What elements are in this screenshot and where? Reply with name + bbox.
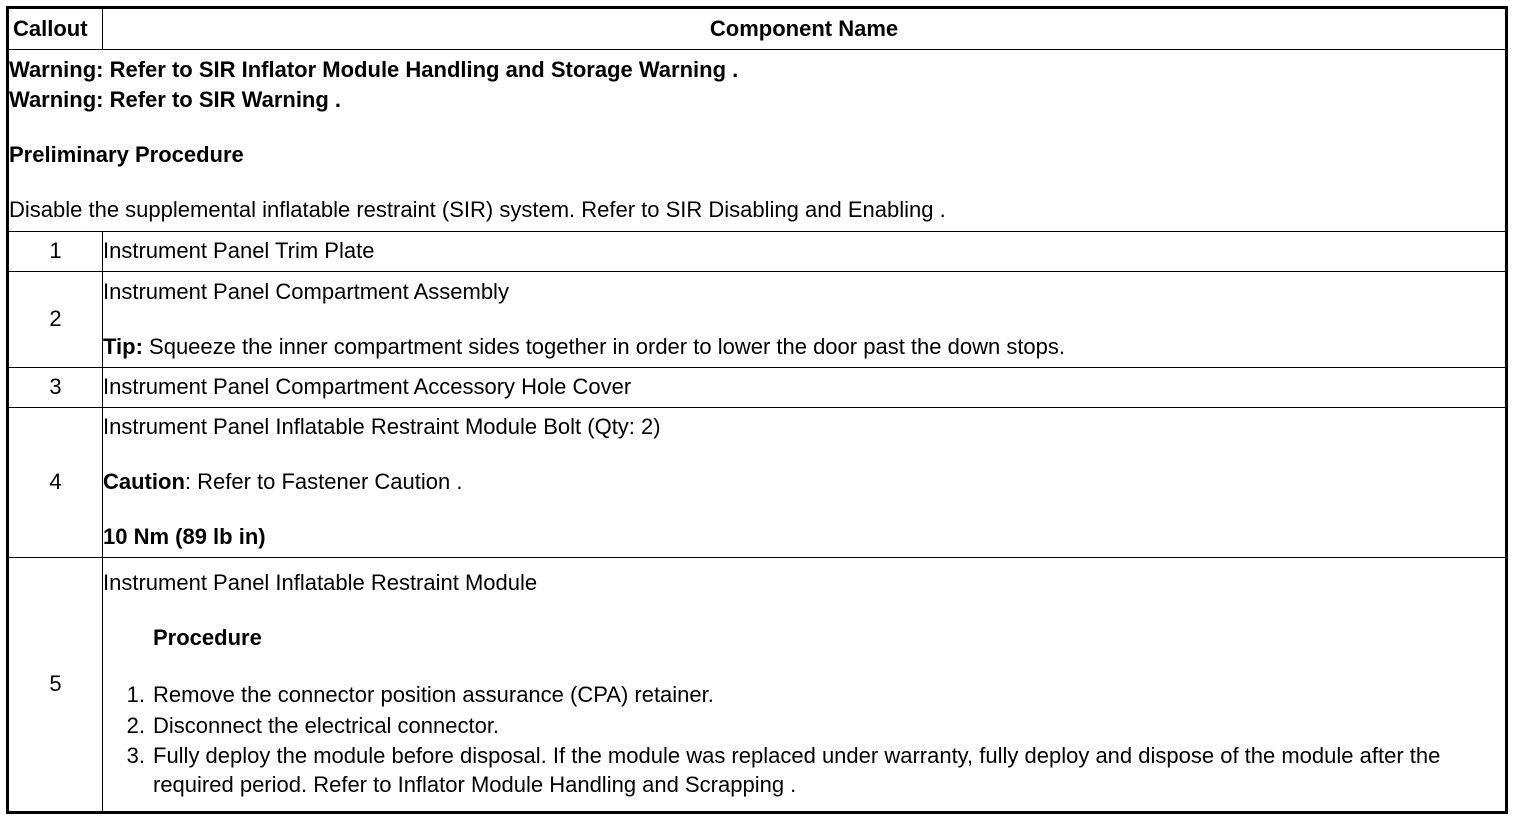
component-cell bbox=[103, 271, 1507, 367]
list-item bbox=[103, 679, 1505, 710]
tip-note bbox=[103, 333, 1505, 361]
step-text: Disconnect the electrical connector. bbox=[153, 713, 500, 739]
table-row bbox=[8, 231, 1507, 271]
procedure-steps bbox=[103, 679, 1505, 799]
preliminary-procedure-title: Preliminary Procedure bbox=[9, 142, 244, 168]
component-name-column-header: Component Name bbox=[103, 8, 1507, 50]
intro-cell bbox=[8, 50, 1507, 232]
caution-note bbox=[103, 468, 1505, 496]
callout-number: 3 bbox=[8, 367, 103, 407]
tip-label: Tip: bbox=[103, 333, 143, 359]
list-item bbox=[103, 710, 1505, 741]
component-name: Instrument Panel Compartment Assembly bbox=[103, 278, 509, 304]
table-row bbox=[8, 407, 1507, 557]
callout-number: 5 bbox=[8, 557, 103, 812]
callout-number: 2 bbox=[8, 271, 103, 367]
table-row bbox=[8, 271, 1507, 367]
component-cell bbox=[103, 407, 1507, 557]
procedure-title: Procedure bbox=[153, 625, 262, 651]
component-cell bbox=[103, 557, 1507, 812]
callout-column-header: Callout bbox=[8, 8, 103, 50]
warning-sir: Warning: Refer to SIR Warning . bbox=[9, 87, 342, 113]
table-row bbox=[8, 557, 1507, 812]
component-name: Instrument Panel Inflatable Restraint Module Bolt (Qty: 2) bbox=[103, 414, 661, 440]
component-name: Instrument Panel Compartment Accessory Hole Cover bbox=[103, 367, 1507, 407]
component-name: Instrument Panel Inflatable Restraint Module bbox=[103, 570, 538, 596]
step-text: Remove the connector position assurance (CPA) retainer. bbox=[153, 682, 714, 708]
torque-spec: 10 Nm (89 lb in) bbox=[103, 524, 266, 550]
intro-row bbox=[8, 50, 1507, 232]
step-text: Fully deploy the module before disposal. If the module was replaced under warranty, fully deploy and dispose of the module after the required period. Refer to Inflator Module Handling and Scrapping . bbox=[153, 743, 1441, 798]
component-table bbox=[6, 6, 1508, 814]
callout-number: 4 bbox=[8, 407, 103, 557]
tip-text: Squeeze the inner compartment sides together in order to lower the door past the down stops. bbox=[142, 333, 1066, 359]
header-row bbox=[8, 8, 1507, 50]
callout-number: 1 bbox=[8, 231, 103, 271]
preliminary-procedure-text: Disable the supplemental inflatable restraint (SIR) system. Refer to SIR Disabling and Enabling . bbox=[9, 197, 946, 223]
table-row bbox=[8, 367, 1507, 407]
list-item bbox=[103, 741, 1505, 799]
caution-text: : Refer to Fastener Caution . bbox=[184, 469, 463, 495]
step-number: 1. bbox=[126, 682, 145, 708]
warning-inflator-handling: Warning: Refer to SIR Inflator Module Handling and Storage Warning . bbox=[9, 57, 739, 83]
component-name: Instrument Panel Trim Plate bbox=[103, 231, 1507, 271]
caution-label: Caution bbox=[103, 469, 185, 495]
step-number: 3. bbox=[126, 743, 145, 769]
step-number: 2. bbox=[126, 713, 145, 739]
